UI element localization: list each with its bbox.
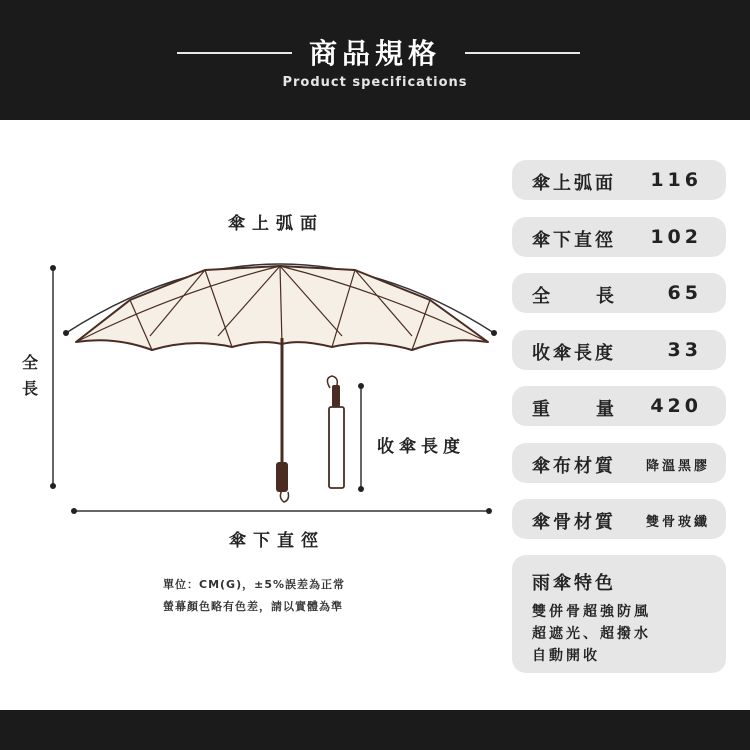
spec-label: 收傘長度 <box>532 343 616 364</box>
color-note: 螢幕顏色略有色差，請以實體為準 <box>163 600 343 613</box>
spec-row-full-length <box>512 273 726 313</box>
feature-line: 自動開收 <box>532 648 600 664</box>
spec-row-bottom-diameter <box>512 217 726 257</box>
spec-row-frame-material <box>512 499 726 539</box>
spec-value: 雙骨玻纖 <box>645 515 710 530</box>
feature-line: 雙併骨超強防風 <box>532 604 651 620</box>
spec-label: 傘骨材質 <box>532 512 616 533</box>
full-length-label-top: 全 <box>22 353 39 372</box>
spec-row-top-arc <box>512 160 726 200</box>
spec-value: 116 <box>650 169 702 191</box>
top-arc-label: 傘上弧面 <box>228 214 324 234</box>
spec-label: 傘上弧面 <box>532 173 616 194</box>
spec-value: 65 <box>667 282 702 304</box>
spec-row-folded-length <box>512 330 726 370</box>
spec-row-fabric-material <box>512 443 726 483</box>
umbrella-canopy <box>76 266 488 350</box>
spec-label: 重量 <box>532 399 660 420</box>
page-title: 商品規格 <box>308 37 441 70</box>
spec-value: 420 <box>650 395 702 417</box>
footer-banner <box>0 710 750 750</box>
page-subtitle: Product specifications <box>282 75 468 90</box>
folded-length-label: 收傘長度 <box>377 437 465 457</box>
unit-note: 單位：CM(G)，±5%誤差為正常 <box>163 578 345 591</box>
full-length-label-bottom: 長 <box>22 379 39 398</box>
spec-label: 傘下直徑 <box>532 230 616 251</box>
bottom-diameter-label: 傘下直徑 <box>229 531 325 551</box>
features-title: 雨傘特色 <box>532 573 616 594</box>
spec-label: 傘布材質 <box>532 456 616 477</box>
spec-value: 降溫黑膠 <box>645 459 710 474</box>
folded-umbrella-body <box>329 407 344 488</box>
top-arc-dot-left <box>63 330 69 336</box>
feature-line: 超遮光、超撥水 <box>532 626 651 642</box>
top-arc-dot-right <box>491 330 497 336</box>
features-panel <box>512 555 726 673</box>
umbrella-handle <box>276 462 288 492</box>
spec-value: 102 <box>650 226 702 248</box>
spec-value: 33 <box>667 339 702 361</box>
spec-row-weight <box>512 386 726 426</box>
spec-label: 全長 <box>532 286 660 307</box>
folded-handle <box>332 385 340 407</box>
